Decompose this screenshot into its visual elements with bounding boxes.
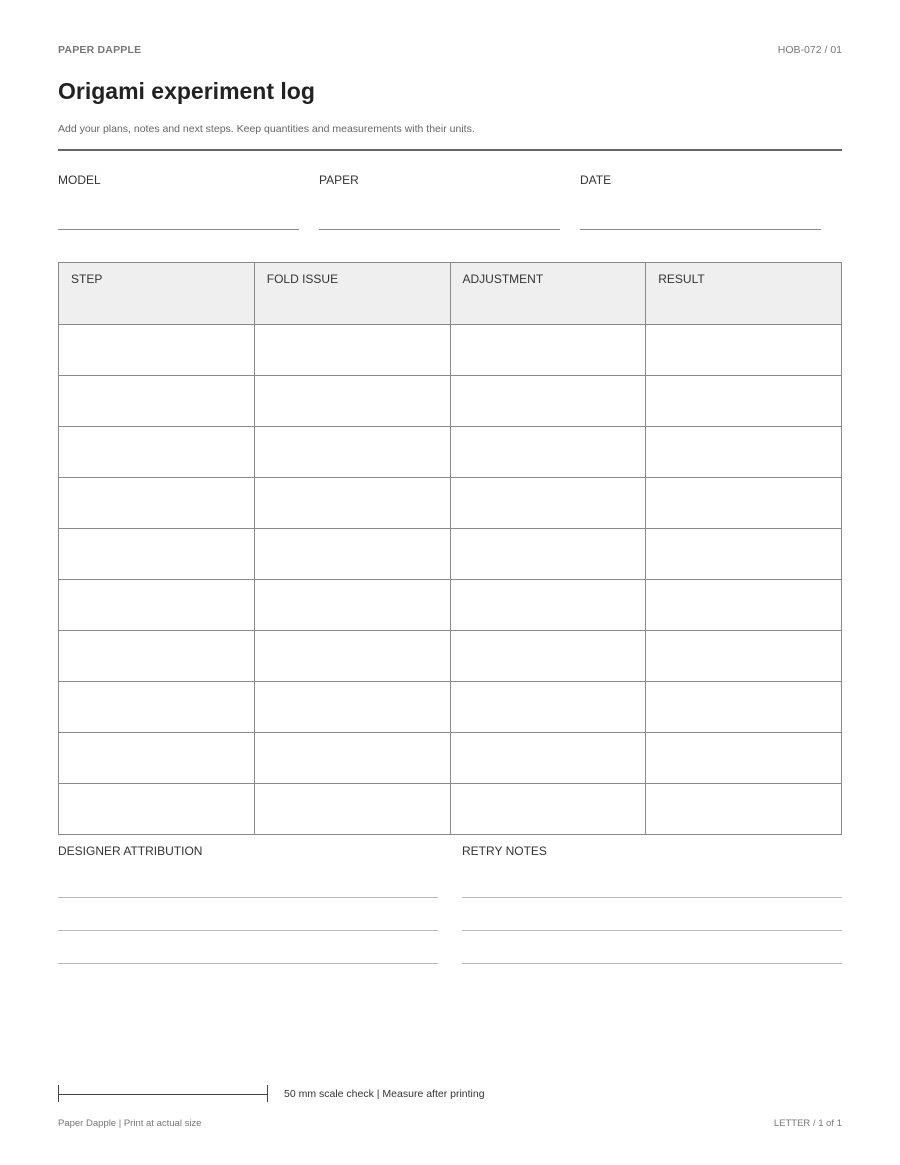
table-cell-fold-issue[interactable] <box>254 427 450 478</box>
table-row <box>59 325 842 376</box>
table-header-row <box>59 263 842 325</box>
table-cell-fold-issue[interactable] <box>254 733 450 784</box>
table-cell-adjustment[interactable] <box>450 784 646 835</box>
paper-field[interactable] <box>319 229 560 230</box>
column-header-step: STEP <box>59 263 255 325</box>
table-cell-result[interactable] <box>646 682 842 733</box>
date-label: DATE <box>580 173 612 187</box>
table-cell-step[interactable] <box>59 427 255 478</box>
table-cell-step[interactable] <box>59 325 255 376</box>
column-header-result: RESULT <box>646 263 842 325</box>
table-cell-step[interactable] <box>59 529 255 580</box>
designer-attribution-line[interactable] <box>58 930 438 931</box>
paper-label: PAPER <box>319 173 359 187</box>
table-cell-adjustment[interactable] <box>450 631 646 682</box>
table-cell-step[interactable] <box>59 784 255 835</box>
table-cell-step[interactable] <box>59 580 255 631</box>
table-cell-step[interactable] <box>59 631 255 682</box>
column-header-fold-issue: FOLD ISSUE <box>254 263 450 325</box>
table-cell-adjustment[interactable] <box>450 427 646 478</box>
page-title: Origami experiment log <box>58 78 315 104</box>
table-cell-step[interactable] <box>59 733 255 784</box>
footer-left-text: Paper Dapple | Print at actual size <box>58 1118 202 1129</box>
table-row <box>59 529 842 580</box>
table-cell-adjustment[interactable] <box>450 682 646 733</box>
table-cell-adjustment[interactable] <box>450 733 646 784</box>
table-cell-result[interactable] <box>646 376 842 427</box>
table-row <box>59 733 842 784</box>
table-cell-result[interactable] <box>646 580 842 631</box>
table-cell-adjustment[interactable] <box>450 580 646 631</box>
retry-notes-line[interactable] <box>462 930 842 931</box>
experiment-log-table <box>58 262 842 835</box>
table-cell-adjustment[interactable] <box>450 325 646 376</box>
table-cell-fold-issue[interactable] <box>254 325 450 376</box>
model-label: MODEL <box>58 173 101 187</box>
table-cell-fold-issue[interactable] <box>254 631 450 682</box>
designer-attribution-line[interactable] <box>58 897 438 898</box>
table-cell-fold-issue[interactable] <box>254 478 450 529</box>
table-row <box>59 682 842 733</box>
table-cell-adjustment[interactable] <box>450 478 646 529</box>
header-divider <box>58 149 842 151</box>
retry-notes-label: RETRY NOTES <box>462 844 547 858</box>
table-cell-fold-issue[interactable] <box>254 376 450 427</box>
table-cell-adjustment[interactable] <box>450 376 646 427</box>
table-cell-result[interactable] <box>646 427 842 478</box>
table-cell-result[interactable] <box>646 325 842 376</box>
table-cell-fold-issue[interactable] <box>254 682 450 733</box>
table-row <box>59 784 842 835</box>
table-cell-step[interactable] <box>59 682 255 733</box>
table-row <box>59 478 842 529</box>
table-row <box>59 580 842 631</box>
scale-check-text: 50 mm scale check | Measure after printing <box>284 1088 485 1100</box>
model-field[interactable] <box>58 229 299 230</box>
table-cell-result[interactable] <box>646 784 842 835</box>
table-cell-step[interactable] <box>59 376 255 427</box>
scale-bar <box>58 1094 267 1095</box>
designer-attribution-line[interactable] <box>58 963 438 964</box>
document-code: HOB-072 / 01 <box>777 44 842 56</box>
table-row <box>59 427 842 478</box>
table-body <box>59 325 842 835</box>
designer-attribution-label: DESIGNER ATTRIBUTION <box>58 844 203 858</box>
table-cell-result[interactable] <box>646 529 842 580</box>
footer-page-info: LETTER / 1 of 1 <box>773 1118 842 1129</box>
table-cell-step[interactable] <box>59 478 255 529</box>
table-row <box>59 376 842 427</box>
table-cell-adjustment[interactable] <box>450 529 646 580</box>
retry-notes-line[interactable] <box>462 963 842 964</box>
page-subtitle: Add your plans, notes and next steps. Keep quantities and measurements with their units. <box>58 123 475 135</box>
table-row <box>59 631 842 682</box>
brand-name: PAPER DAPPLE <box>58 44 142 56</box>
retry-notes-line[interactable] <box>462 897 842 898</box>
column-header-adjustment: ADJUSTMENT <box>450 263 646 325</box>
date-field[interactable] <box>580 229 821 230</box>
table-cell-result[interactable] <box>646 478 842 529</box>
table-cell-fold-issue[interactable] <box>254 580 450 631</box>
table-cell-result[interactable] <box>646 733 842 784</box>
table-cell-fold-issue[interactable] <box>254 784 450 835</box>
table-cell-fold-issue[interactable] <box>254 529 450 580</box>
scale-bar-end-tick <box>267 1085 268 1102</box>
table-cell-result[interactable] <box>646 631 842 682</box>
